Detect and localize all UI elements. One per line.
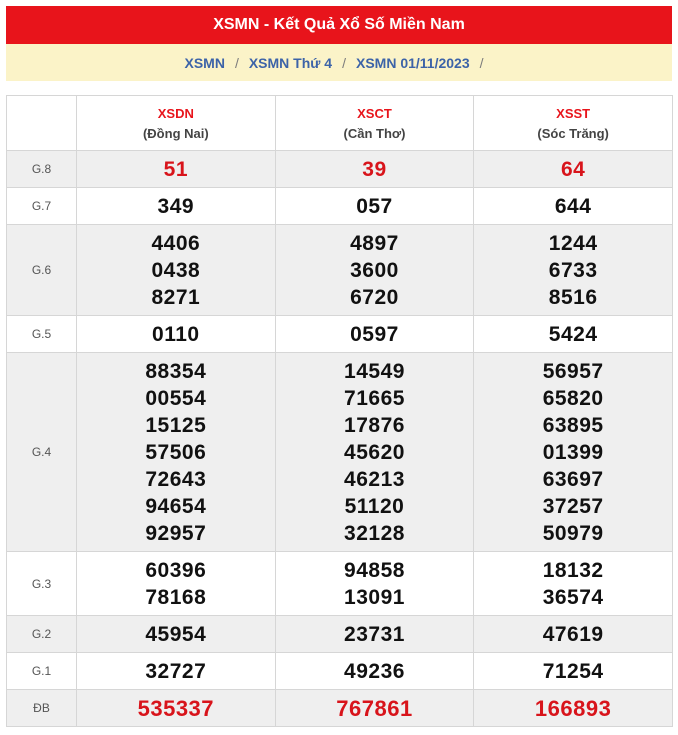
prize-cell (474, 616, 673, 653)
prize-cell (474, 690, 673, 727)
prize-number: 0110 (152, 322, 200, 346)
breadcrumb-link-xsmn[interactable]: XSMN (184, 54, 225, 71)
province-code-link[interactable]: XSCT (357, 105, 392, 121)
prize-cell (275, 151, 474, 188)
breadcrumb (6, 44, 672, 81)
prize-number: 6720 (350, 285, 399, 309)
prize-cell (77, 151, 276, 188)
prize-number: 72643 (145, 467, 207, 491)
prize-number: 46213 (344, 467, 405, 491)
prize-cell (275, 690, 474, 727)
prize-number: 57506 (145, 440, 207, 464)
jackpot-number: 166893 (534, 695, 612, 721)
prize-label: G.2 (7, 616, 77, 653)
prize-number: 13091 (344, 585, 405, 609)
prize-number: 1244 (548, 231, 598, 255)
prize-cell (474, 316, 673, 353)
prize-label: G.1 (7, 653, 77, 690)
prize-number: 49236 (344, 659, 405, 683)
results-table (6, 95, 673, 727)
prize-cell (275, 225, 474, 316)
prize-number: 8271 (151, 285, 201, 309)
prize-number: 14549 (344, 359, 405, 383)
prize-number: 51120 (344, 494, 405, 518)
prize-number: 56957 (542, 359, 604, 383)
prize-label: G.7 (7, 188, 77, 225)
province-code-link[interactable]: XSDN (157, 105, 194, 121)
prize-number: 4897 (350, 231, 399, 255)
prize-number: 01399 (542, 440, 604, 464)
prize-number: 18132 (542, 558, 604, 582)
breadcrumb-link-xsmn-date[interactable]: XSMN 01/11/2023 (355, 54, 470, 71)
prize-cell (474, 151, 673, 188)
prize-number: 6733 (548, 258, 598, 282)
breadcrumb-separator: / (234, 54, 239, 71)
jackpot-number: 767861 (336, 695, 413, 721)
prize-cell (77, 225, 276, 316)
prize-cell (474, 353, 673, 552)
prize-cell (77, 316, 276, 353)
prize-number: 94858 (344, 558, 405, 582)
province-name: (Đồng Nai) (142, 125, 209, 141)
prize-number: 5424 (548, 322, 598, 346)
prize-cell (77, 690, 276, 727)
prize-row-g3 (7, 552, 673, 616)
prize-number: 00554 (145, 386, 207, 410)
province-name: (Sóc Trăng) (537, 125, 609, 141)
prize-label: ĐB (7, 690, 77, 727)
prize-cell (275, 552, 474, 616)
prize-number: 88354 (145, 359, 207, 383)
prize-number: 4406 (151, 231, 201, 255)
prize-cell (275, 353, 474, 552)
prize-row-g6 (7, 225, 673, 316)
prize-number: 94654 (145, 494, 207, 518)
breadcrumb-separator: / (342, 54, 346, 71)
corner-cell (7, 96, 77, 151)
prize-number: 63895 (542, 413, 604, 437)
jackpot-number: 535337 (137, 695, 215, 721)
prize-number: 644 (554, 194, 592, 218)
prize-number: 23731 (344, 622, 405, 646)
prize-cell (275, 616, 474, 653)
province-header-soc-trang (474, 96, 673, 151)
prize-row-g7 (7, 188, 673, 225)
prize-cell (474, 552, 673, 616)
prize-number: 0438 (151, 258, 201, 282)
province-code-link[interactable]: XSST (556, 105, 591, 121)
province-name: (Cần Thơ) (343, 125, 406, 141)
prize-row-g1 (7, 653, 673, 690)
province-header-row (7, 96, 673, 151)
prize-number: 36574 (542, 585, 604, 609)
province-header-dong-nai (77, 96, 276, 151)
prize-number: 78168 (145, 585, 207, 609)
prize-row-g5 (7, 316, 673, 353)
prize-label: G.6 (7, 225, 77, 316)
prize-cell (474, 225, 673, 316)
prize-number: 71665 (344, 386, 405, 410)
prize-label: G.8 (7, 151, 77, 188)
prize-cell (275, 316, 474, 353)
prize-cell (77, 353, 276, 552)
prize-label: G.3 (7, 552, 77, 616)
prize-label: G.5 (7, 316, 77, 353)
page-title: XSMN - Kết Quả Xổ Số Miền Nam (6, 6, 672, 44)
prize-row-g2 (7, 616, 673, 653)
prize-cell (77, 188, 276, 225)
prize-number: 50979 (542, 521, 604, 545)
prize-number: 45954 (145, 622, 207, 646)
prize-number: 37257 (542, 494, 604, 518)
prize-number: 8516 (548, 285, 598, 309)
prize-number: 057 (356, 194, 393, 218)
prize-row-g8 (7, 151, 673, 188)
breadcrumb-link-xsmn-thu-4[interactable]: XSMN Thứ 4 (248, 54, 333, 71)
prize-number: 32727 (145, 659, 207, 683)
province-header-can-tho (275, 96, 474, 151)
prize-cell (77, 552, 276, 616)
prize-cell (474, 188, 673, 225)
prize-cell (474, 653, 673, 690)
prize-number: 45620 (344, 440, 405, 464)
prize-label: G.4 (7, 353, 77, 552)
breadcrumb-separator: / (479, 54, 484, 71)
prize-cell (77, 616, 276, 653)
prize-row-db (7, 690, 673, 727)
prize-number: 3600 (350, 258, 399, 282)
prize-cell (275, 653, 474, 690)
prize-cell (77, 653, 276, 690)
prize-row-g4 (7, 353, 673, 552)
prize-number: 64 (560, 157, 586, 181)
prize-number: 32128 (344, 521, 405, 545)
prize-number: 71254 (542, 659, 604, 683)
prize-number: 60396 (145, 558, 207, 582)
prize-number: 92957 (145, 521, 207, 545)
prize-number: 0597 (350, 322, 399, 346)
prize-number: 47619 (542, 622, 604, 646)
prize-cell (275, 188, 474, 225)
prize-number: 17876 (344, 413, 405, 437)
prize-number: 63697 (542, 467, 604, 491)
prize-number: 39 (362, 157, 387, 181)
prize-number: 349 (157, 194, 195, 218)
prize-number: 15125 (145, 413, 207, 437)
prize-number: 51 (163, 157, 188, 181)
prize-number: 65820 (542, 386, 604, 410)
